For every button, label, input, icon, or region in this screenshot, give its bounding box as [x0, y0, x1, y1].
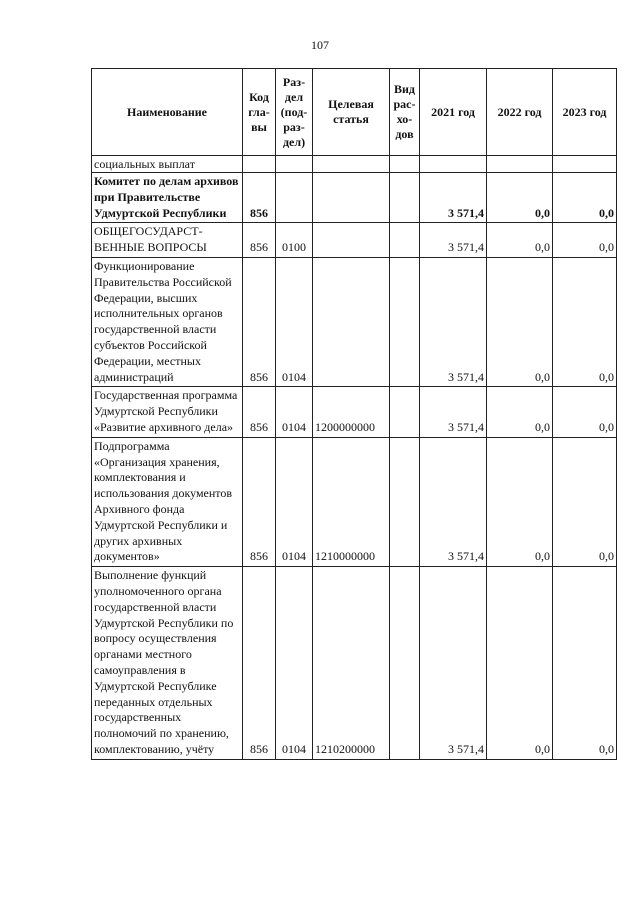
row-section: 0104 — [276, 437, 313, 566]
budget-table — [91, 68, 617, 760]
table-row — [92, 387, 617, 437]
row-section: 0104 — [276, 567, 313, 760]
row-2022: 0,0 — [487, 257, 553, 386]
row-section: 0100 — [276, 223, 313, 258]
row-2022: 0,0 — [487, 387, 553, 437]
row-type — [390, 437, 420, 566]
row-2023: 0,0 — [553, 567, 617, 760]
row-2023: 0,0 — [553, 437, 617, 566]
row-name: ОБЩЕГОСУДАРСТ-ВЕННЫЕ ВОПРОСЫ — [92, 223, 243, 258]
row-2022: 0,0 — [487, 567, 553, 760]
header-section: Раз-дел (под-раз-дел) — [276, 69, 313, 156]
row-name: Государственная программа Удмуртской Республики «Развитие архивного дела» — [92, 387, 243, 437]
row-2021: 3 571,4 — [420, 437, 487, 566]
row-target: 1210000000 — [313, 437, 390, 566]
page-number: 107 — [311, 38, 329, 52]
row-code: 856 — [243, 173, 276, 223]
row-2022: 0,0 — [487, 437, 553, 566]
row-type — [390, 257, 420, 386]
row-code: 856 — [243, 257, 276, 386]
header-target: Целевая статья — [313, 69, 390, 156]
row-section: 0104 — [276, 257, 313, 386]
row-type — [390, 223, 420, 258]
row-target: 1200000000 — [313, 387, 390, 437]
row-target — [313, 173, 390, 223]
row-2023: 0,0 — [553, 223, 617, 258]
header-expense-type: Вид рас-хо-дов — [390, 69, 420, 156]
row-name: Подпрограмма «Организация хранения, комплектования и использования документов Архивного фонда Удмуртской Республики и других архивных документов» — [92, 437, 243, 566]
row-2022: 0,0 — [487, 223, 553, 258]
table-row — [92, 567, 617, 760]
header-2022: 2022 год — [487, 69, 553, 156]
table-row — [92, 223, 617, 258]
header-chapter-code: Код гла-вы — [243, 69, 276, 156]
row-name: социальных выплат — [92, 156, 243, 173]
row-target — [313, 156, 390, 173]
row-2021: 3 571,4 — [420, 387, 487, 437]
row-2021: 3 571,4 — [420, 257, 487, 386]
table-row — [92, 257, 617, 386]
row-name: Выполнение функций уполномоченного органа государственной власти Удмуртской Республики по вопросу осуществления органами местного самоуправления в Удмуртской Республике переданных отдельных государственных полномочий по хранению, комплектованию, учёту — [92, 567, 243, 760]
header-row — [92, 69, 617, 156]
row-section: 0104 — [276, 387, 313, 437]
header-2021: 2021 год — [420, 69, 487, 156]
row-2021: 3 571,4 — [420, 567, 487, 760]
row-2021: 3 571,4 — [420, 173, 487, 223]
row-code: 856 — [243, 437, 276, 566]
row-2022 — [487, 156, 553, 173]
row-2022: 0,0 — [487, 173, 553, 223]
row-section — [276, 156, 313, 173]
row-name: Комитет по делам архивов при Правительстве Удмуртской Республики — [92, 173, 243, 223]
row-code: 856 — [243, 387, 276, 437]
header-name: Наименование — [92, 69, 243, 156]
row-type — [390, 567, 420, 760]
row-target — [313, 257, 390, 386]
row-target — [313, 223, 390, 258]
row-section — [276, 173, 313, 223]
row-2021: 3 571,4 — [420, 223, 487, 258]
row-2021 — [420, 156, 487, 173]
row-type — [390, 173, 420, 223]
row-code: 856 — [243, 223, 276, 258]
row-type — [390, 387, 420, 437]
row-2023 — [553, 156, 617, 173]
row-name: Функционирование Правительства Российской Федерации, высших исполнительных органов государственной власти субъектов Российской Федерации, местных администраций — [92, 257, 243, 386]
row-code: 856 — [243, 567, 276, 760]
row-2023: 0,0 — [553, 257, 617, 386]
row-2023: 0,0 — [553, 387, 617, 437]
row-target: 1210200000 — [313, 567, 390, 760]
header-2023: 2023 год — [553, 69, 617, 156]
row-2023: 0,0 — [553, 173, 617, 223]
table-row — [92, 156, 617, 173]
table-row — [92, 173, 617, 223]
row-type — [390, 156, 420, 173]
table-row — [92, 437, 617, 566]
row-code — [243, 156, 276, 173]
